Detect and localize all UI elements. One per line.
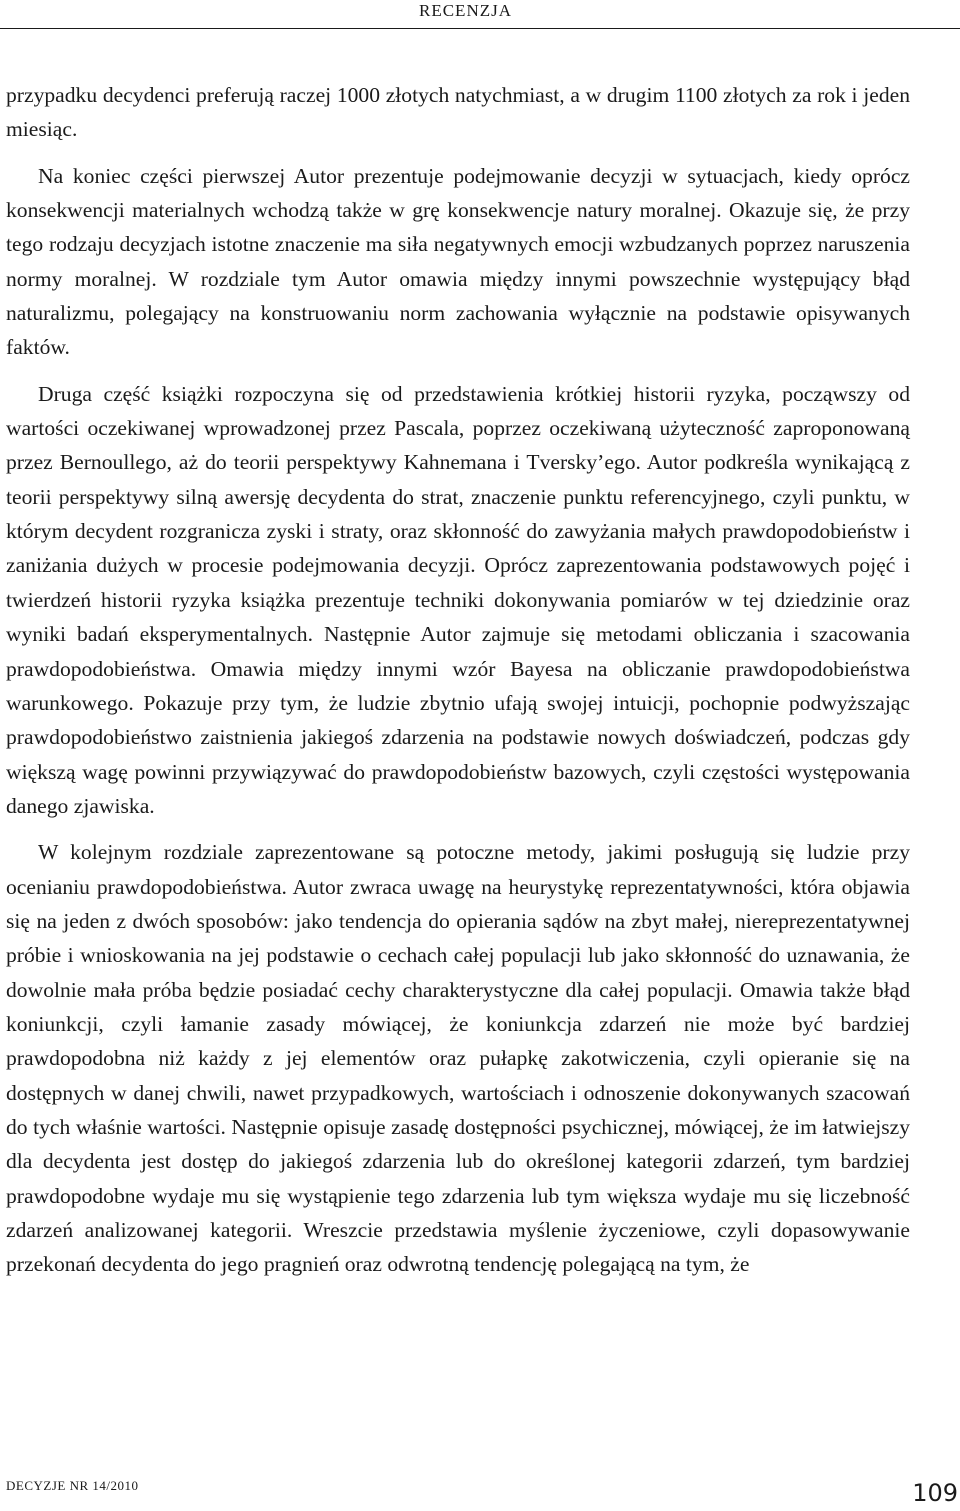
article-body [6,78,910,1282]
paragraph-moral-decisions: Na koniec części pierwszej Autor prezentuje podejmowanie decyzji w sytuacjach, kiedy oprócz konsekwencji materialnych wchodzą także w grę konsekwencje natury moralnej. Okazuje się, że przy tego rodzaju decyzjach istotne znaczenie ma siła negatywnych emocji wzbudzanych poprzez naruszenia normy moralnej. W rozdziale tym Autor omawia między innymi powszechnie występujący błąd naturalizmu, polegający na konstruowaniu norm zachowania wyłącznie na podstawie opisywanych faktów. [6,163,910,360]
running-header: RECENZJA [419,1,512,20]
paragraph-risk-history: Druga część książki rozpoczyna się od przedstawienia krótkiej historii ryzyka, począwszy od wartości oczekiwanej wprowadzonej przez Pascala, poprzez oczekiwaną użyteczność zaproponowaną przez Bernoullego, aż do teorii perspektywy Kahnemana i Tversky’ego. Autor podkreśla wynikającą z teorii perspektywy silną awersję decydenta do strat, znaczenie punktu referencyjnego, czyli punktu, w którym decydent rozgranicza zyski i straty, oraz skłonność do zawyżania małych prawdopodobieństw i zaniżania dużych w procesie podejmowania decyzji. Oprócz zaprezentowania podstawowych pojęć i twierdzeń historii ryzyka książka prezentuje techniki dokonywania pomiarów w tej dziedzinie oraz wyniki badań eksperymentalnych. Następnie Autor zajmuje się metodami obliczania i szacowania prawdopodobieństwa. Omawia między innymi wzór Bayesa na obliczanie prawdopodobieństwa warunkowego. Pokazuje przy tym, że ludzie zbytnio ufają swojej intuicji, pochopnie podwyższając prawdopodobieństwo zaistnienia jakiegoś zdarzenia na podstawie nowych doświadczeń, podczas gdy większą wagę powinni przywiązywać do prawdopodobieństw bazowych, czyli częstości występowania danego zjawiska. [6,381,910,818]
journal-footer: DECYZJE NR 14/2010 [6,1478,139,1493]
page-number: 109 [912,1479,958,1507]
paragraph-continuation: przypadku decydenci preferują raczej 1000 złotych natychmiast, a w drugim 1100 złotych za rok i jeden miesiąc. [6,83,910,142]
paragraph-heuristics: W kolejnym rozdziale zaprezentowane są potoczne metody, jakimi posługują się ludzie przy ocenianiu prawdopodobieństwa. Autor zwraca uwagę na heurystykę reprezentatywności, która objawia się na jeden z dwóch sposobów: jako tendencja do opierania sądów na zbyt małej, niereprezentatywnej próbie i wnioskowania na jej podstawie o cechach całej populacji lub jako skłonność do uznawania, że dowolnie mała próba będzie posiadać cechy charakterystyczne dla całej populacji. Omawia także błąd koniunkcji, czyli łamanie zasady mówiącej, że koniunkcja zdarzeń nie może być bardziej prawdopodobna niż każdy z jej elementów oraz pułapkę zakotwiczenia, czyli opieranie się na dostępnych w danej chwili, nawet przypadkowych, wartościach i odnoszenie dokonywanych szacowań do tych właśnie wartości. Następnie opisuje zasadę dostępności psychicznej, mówiącej, że im łatwiejszy dla decydenta jest dostęp do jakiegoś zdarzenia lub do określonej kategorii zdarzeń, tym bardziej prawdopodobne wydaje mu się wystąpienie tego zdarzenia lub tym większa wydaje mu się liczebność zdarzeń analizowanej kategorii. Wreszcie przedstawia myślenie życzeniowe, czyli dopasowywanie przekonań decydenta do jego pragnień oraz odwrotną tendencję polegającą na tym, że [6,840,910,1277]
header-rule [0,28,960,29]
